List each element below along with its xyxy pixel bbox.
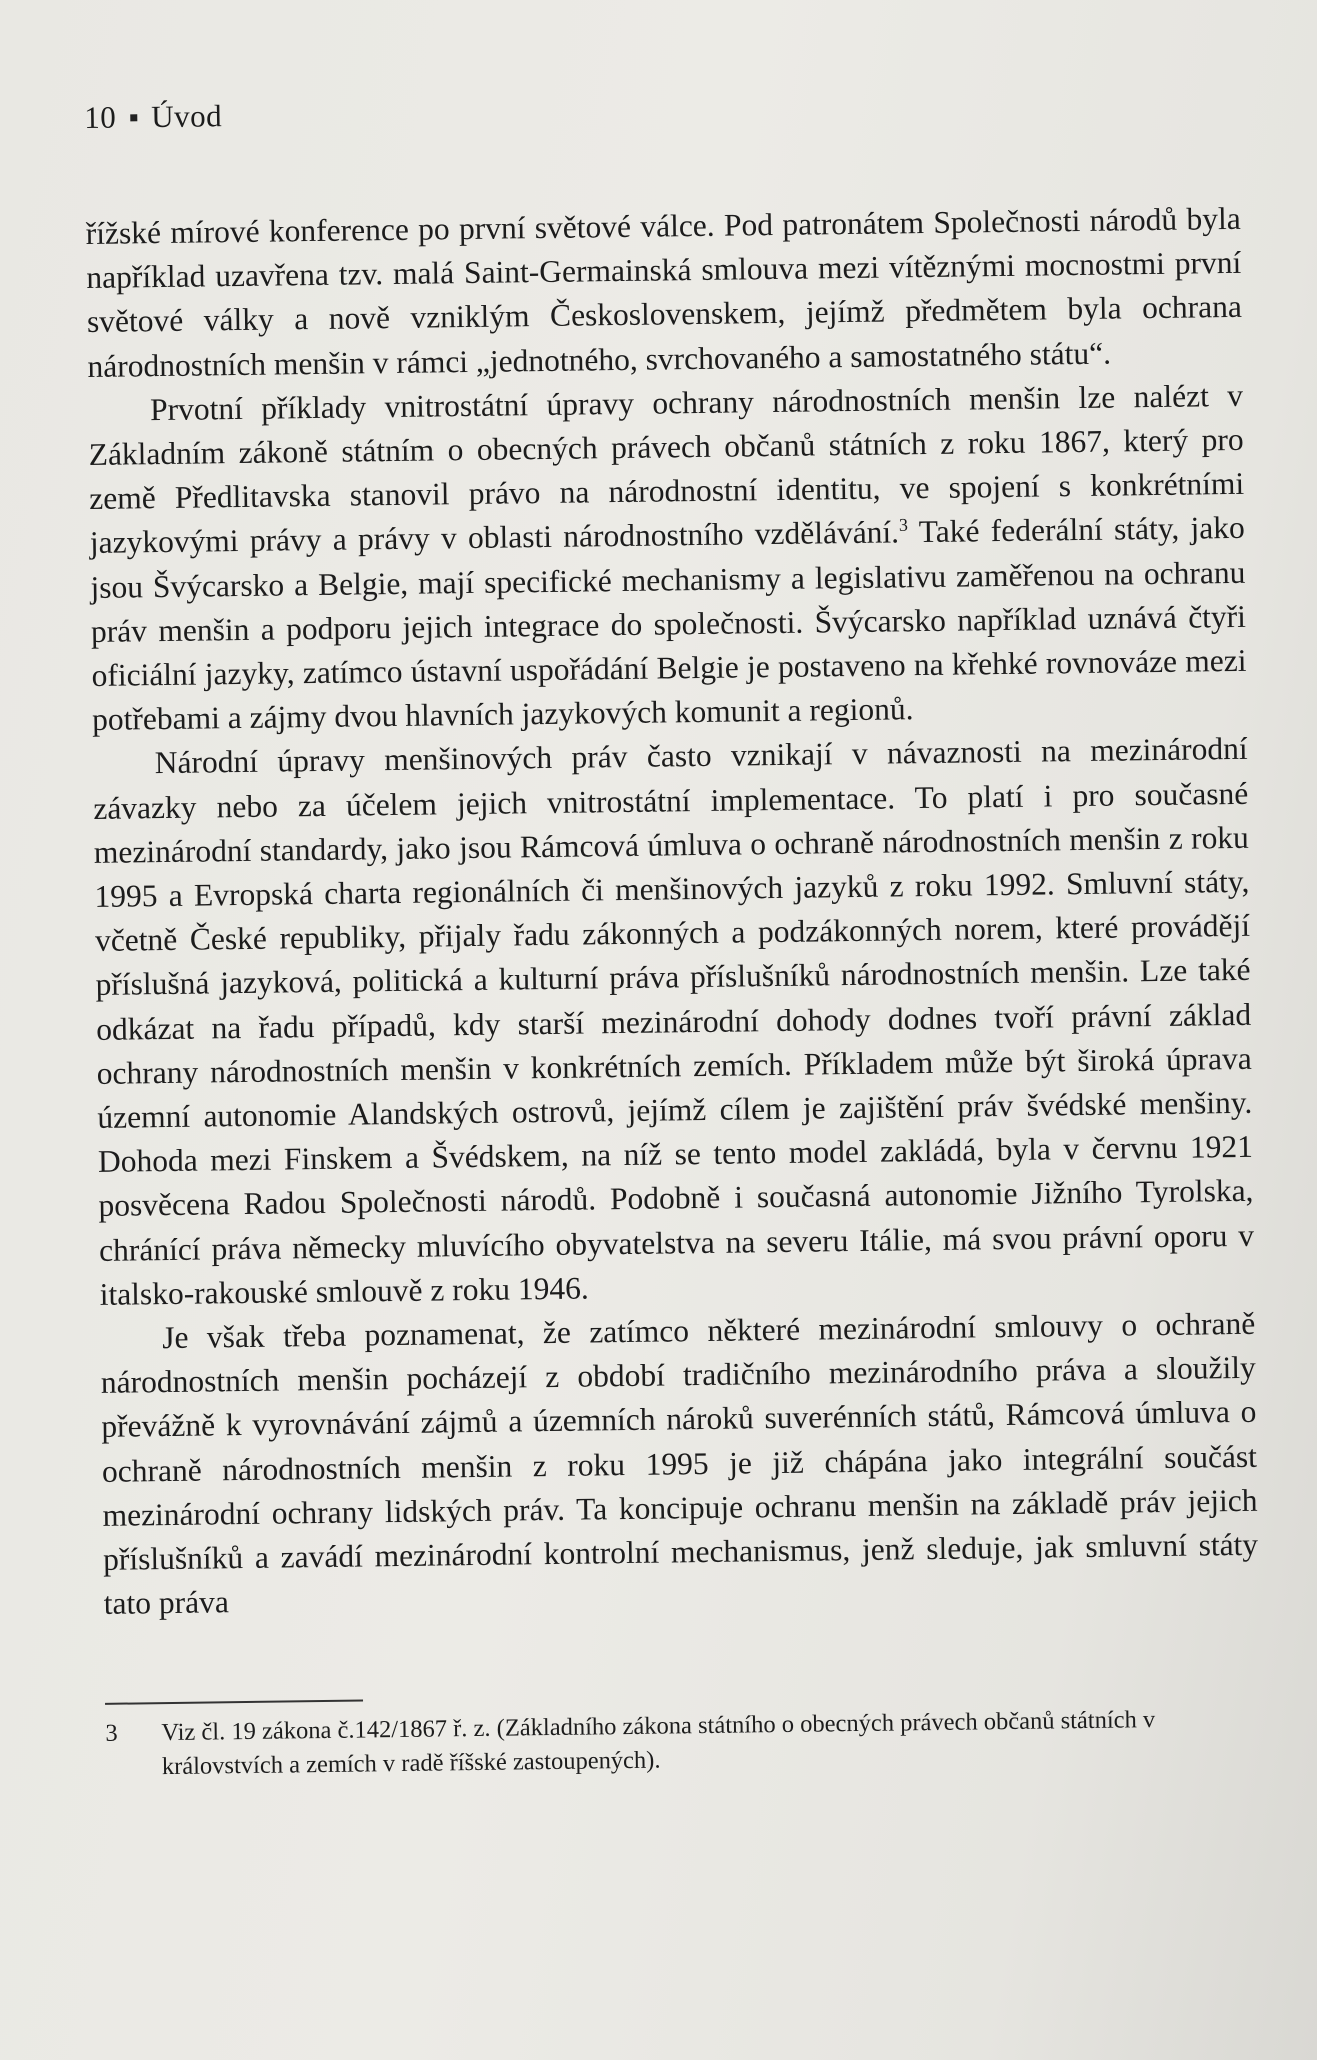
paragraph-text: Prvotní příklady vnitrostátní úpravy ochrany národnostních menšin lze nalézt v Základním zákoně státním o obecných právech občanů státních z roku 1867, který pro země Předlitavska stanovil právo na národnostní identitu, ve spojení s konkrétními jazykovými právy a právy v oblasti národnostního vzdělávání. bbox=[88, 377, 1245, 561]
bullet-separator-icon bbox=[130, 114, 137, 121]
footnote bbox=[105, 1701, 1261, 1784]
section-title: Úvod bbox=[151, 98, 223, 135]
footnote-reference[interactable]: 3 bbox=[898, 515, 909, 536]
body-text bbox=[86, 197, 1259, 1626]
footnote-divider bbox=[105, 1699, 363, 1704]
page-number: 10 bbox=[84, 99, 117, 135]
footnote-text: Viz čl. 19 zákona č.142/1867 ř. z. (Základního zákona státního o obecných právech občanů státních v královstvích a zemích v radě říšské zastoupených). bbox=[161, 1705, 1156, 1780]
paragraph-framework-convention: Je však třeba poznamenat, že zatímco některé mezinárodní smlouvy o ochraně národnostních menšin pocházejí z období tradičního mezinárodního práva a sloužily převážně k vyrovnávání zájmů a územních nároků suverénních států, Rámcová úmluva o ochraně národnostních menšin z roku 1995 je již chápána jako integrální součást mezinárodní ochrany lidských práv. Ta koncipuje ochranu menšin na základě práv jejich příslušníků a zavádí mezinárodní kontrolní mechanismus, jenž sleduje, jak smluvní státy tato práva bbox=[100, 1305, 1259, 1622]
book-page bbox=[84, 81, 1261, 1784]
running-head bbox=[84, 81, 1239, 140]
footnote-number: 3 bbox=[105, 1719, 118, 1747]
paragraph-continued: řížské mírové konference po první světové válce. Pod patronátem Společnosti národů byla například uzavřena tzv. malá Saint-Germainská smlouva mezi vítěznými mocnostmi první světové války a nově vzniklým Československem, jejímž předmětem byla ochrana národnostních menšin v rámci „jednotného, svrchovaného a samostatného státu“. bbox=[85, 200, 1243, 384]
paragraph-national-regulation: Národní úpravy menšinových práv často vznikají v návaznosti na mezinárodní závazky nebo za účelem jejich vnitrostátní implementace. To platí i pro současné mezinárodní standardy, jako jsou Rámcová úmluva o ochraně národnostních menšin z roku 1995 a Evropská charta regionálních či menšinových jazyků z roku 1992. Smluvní státy, včetně České republiky, přijaly řadu zákonných a podzákonných norem, které provádějí příslušná jazyková, politická a kulturní práva příslušníků národnostních menšin. Lze také odkázat na řadu případů, kdy starší mezinárodní dohody dodnes tvoří právní základ ochrany národnostních menšin v konkrétních zemích. Příkladem může být široká úprava územní autonomie Alandských ostrovů, jejímž cílem je zajištění práv švédské menšiny. Dohoda mezi Finskem a Švédskem, na níž se tento model zakládá, byla v červnu 1921 posvěcena Radou Společnosti národů. Podobně i současná autonomie Jižního Tyrolska, chránící práva německy mluvícího obyvatelstva na severu Itálie, má svou právní oporu v italsko-rakouské smlouvě z roku 1946. bbox=[93, 731, 1255, 1312]
paragraph-text: Také federální státy, jako jsou Švýcarsko a Belgie, mají specifické mechanismy a legislativu zaměřenou na ochranu práv menšin a podporu jejich integrace do společnosti. Švýcarsko například uznává čtyři oficiální jazyky, zatímco ústavní uspořádání Belgie je postaveno na křehké rovnováze mezi potřebami a zájmy dvou hlavních jazykových komunit a regionů. bbox=[90, 510, 1247, 738]
paragraph-domestic-regulation bbox=[88, 374, 1248, 743]
